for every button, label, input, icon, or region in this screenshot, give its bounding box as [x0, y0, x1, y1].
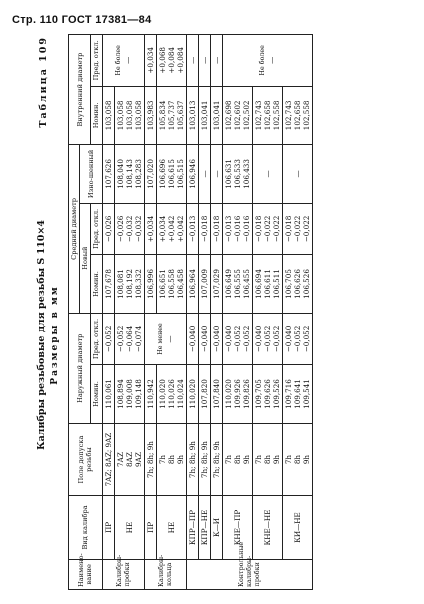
rotated-table-block: [30, 30, 400, 590]
table-cell: −0,040 −0,052 −0,052: [282, 313, 312, 365]
table-cell: —: [282, 145, 312, 204]
table-cell: —: [210, 145, 222, 204]
table-cell: —: [210, 35, 222, 87]
table-cell-value: —: [164, 335, 174, 343]
table-cell: 108,894 109,008 109,148: [114, 365, 144, 424]
table-cell: 110,020 110,026 110,024: [156, 365, 186, 424]
table-cell: 106,651 106,558 106,458: [156, 255, 186, 314]
table-cell: ПР: [144, 496, 156, 559]
table-cell: −0,026 −0,032 −0,032: [114, 203, 144, 255]
table-cell: НЕ: [156, 496, 186, 559]
table-cell: [102, 35, 144, 87]
table-cell: 103,058 103,058 103,058: [114, 86, 144, 145]
group-label-rings: Калибры-кольца: [144, 559, 186, 589]
table-cell: 7h 8h 9h: [282, 423, 312, 496]
table-cell: 103,058: [102, 86, 114, 145]
table-cell: 110,942: [144, 365, 156, 424]
col-header-outer-nom: Номин.: [91, 365, 102, 424]
col-header-tolerance: Поле допуска резьбы: [69, 423, 103, 496]
table-cell: —: [198, 145, 210, 204]
table-cell: +0,034 +0,042 +0,042: [156, 203, 186, 255]
note-ne-menee: Не менее: [156, 323, 164, 355]
table-cell: 106,964: [186, 255, 198, 314]
page-header: Стр. 110 ГОСТ 17381—84: [12, 14, 152, 26]
table-cell: 105,834 105,737 105,637: [156, 86, 186, 145]
table-cell: 7h; 8h; 9h: [144, 423, 156, 496]
table-cell: 107,626: [102, 145, 114, 204]
table-cell: 107,020: [144, 145, 156, 204]
table-cell: [144, 313, 186, 365]
col-header-name: Наимено-вание: [69, 559, 103, 589]
table-cell: 7h; 8h; 9h: [198, 423, 210, 496]
table-cell: 110,061: [102, 365, 114, 424]
table-cell: 109,716 109,641 109,541: [282, 365, 312, 424]
table-cell: ПР: [102, 496, 114, 559]
col-header-worn: Изно-шенный: [80, 145, 102, 204]
table-cell: 102,743 102,658 102,558: [252, 86, 282, 145]
table-cell: КИ—НЕ: [282, 496, 312, 559]
table-cell: −0,026: [102, 203, 114, 255]
col-header-mid-nom: Номин.: [91, 255, 102, 314]
col-header-mid-diameter: Средний диаметр: [69, 145, 80, 314]
table-cell: 108,081 108,192 108,332: [114, 255, 144, 314]
table-caption-units: Размеры в мм: [50, 285, 60, 385]
table-cell: [222, 35, 312, 87]
table-cell: −0,018: [210, 203, 222, 255]
col-header-outer-dev: Пред. откл.: [91, 313, 102, 365]
table-cell: −0,013: [186, 203, 198, 255]
table-cell: НЕ: [114, 496, 144, 559]
table-cell: −0,040 −0,052 −0,052: [222, 313, 252, 365]
table-cell: 109,705 109,626 109,526: [252, 365, 282, 424]
table-cell: 103,041: [198, 86, 210, 145]
table-cell: −0,040: [210, 313, 222, 365]
group-label-control-plugs: Контрольные калибры-пробки: [186, 559, 312, 589]
table-cell: −0,052: [102, 313, 114, 365]
table-cell: 7h 8h 9h: [252, 423, 282, 496]
note-ne-bolee-2: Не более: [258, 45, 266, 76]
table-cell: К—И: [210, 496, 222, 559]
table-cell: 106,649 106,555 106,455: [222, 255, 252, 314]
table-cell: 7h; 8h; 9h: [210, 423, 222, 496]
table-cell: 103,983: [144, 86, 156, 145]
table-cell: 7h 8h 9h: [222, 423, 252, 496]
group-label-plugs: Калибры-пробки: [102, 559, 144, 589]
table-cell: −0,040: [186, 313, 198, 365]
table-cell: 107,840: [210, 365, 222, 424]
col-header-new: Новый: [80, 203, 91, 313]
table-cell: 106,946: [186, 145, 198, 204]
table-cell: 102,698 102,602 102,502: [222, 86, 252, 145]
table-cell-value: —: [266, 56, 276, 64]
table-cell: 106,631 106,533 106,433: [222, 145, 252, 204]
table-cell: 7AZ; 8AZ; 9AZ: [102, 423, 114, 496]
col-header-type: Вид калибра: [69, 496, 103, 559]
table-number-label: Таблица 109: [38, 36, 49, 128]
table-cell: −0,013 −0,016 −0,016: [222, 203, 252, 255]
table-cell: КНЕ—ПР: [222, 496, 252, 559]
table-cell: 107,029: [210, 255, 222, 314]
col-header-outer-diameter: Наружный диаметр: [69, 313, 91, 423]
table-caption-title: Калибры резьбовые для резьбы S 110×4: [36, 220, 47, 450]
col-header-mid-dev: Пред. откл.: [91, 203, 102, 255]
table-cell-value: —: [122, 56, 132, 64]
table-cell: —: [186, 35, 198, 87]
table-cell: 106,996: [144, 255, 156, 314]
table-cell: −0,018: [198, 203, 210, 255]
table-cell: 107,678: [102, 255, 114, 314]
table-cell: 7h 8h 9h: [156, 423, 186, 496]
table-cell: КПР—ПР: [186, 496, 198, 559]
table-cell: 107,009: [198, 255, 210, 314]
table-cell: КНЕ—НЕ: [252, 496, 282, 559]
table-cell: 103,041: [210, 86, 222, 145]
table-cell: 103,013: [186, 86, 198, 145]
table-cell: 110,020 109,926 109,826: [222, 365, 252, 424]
table-cell: 110,020: [186, 365, 198, 424]
table-cell: 107,820: [198, 365, 210, 424]
table-cell: 106,705 106,626 106,526: [282, 255, 312, 314]
table-cell: −0,040: [198, 313, 210, 365]
table-cell: −0,052 −0,064 −0,074: [114, 313, 144, 365]
table-cell: 7h; 8h; 9h: [186, 423, 198, 496]
col-header-inner-diameter: Внутренний диаметр: [69, 35, 91, 145]
table-cell: 106,696 106,615 106,515: [156, 145, 186, 204]
table-cell: 102,743 102,658 102,558: [282, 86, 312, 145]
table-cell: 108,040 108,143 108,283: [114, 145, 144, 204]
table-cell: −0,040 −0,052 −0,052: [252, 313, 282, 365]
table-cell: —: [252, 145, 282, 204]
col-header-inner-dev: Пред. откл.: [91, 35, 102, 87]
table-cell: 7AZ 8AZ 9AZ: [114, 423, 144, 496]
note-ne-bolee: Не более: [114, 45, 122, 76]
table-cell: −0,018 −0,022 −0,022: [282, 203, 312, 255]
table-cell: КПР—НЕ: [198, 496, 210, 559]
table-cell: +0,034: [144, 203, 156, 255]
col-header-inner-nom: Номин.: [91, 86, 102, 145]
table-cell: +0,034: [144, 35, 156, 87]
table-cell: −0,018 −0,022 −0,022: [252, 203, 282, 255]
gauge-table: [68, 34, 313, 590]
table-cell: +0,068 +0,084 +0,084: [156, 35, 186, 87]
table-cell: —: [198, 35, 210, 87]
table-cell: 106,694 106,611 106,511: [252, 255, 282, 314]
